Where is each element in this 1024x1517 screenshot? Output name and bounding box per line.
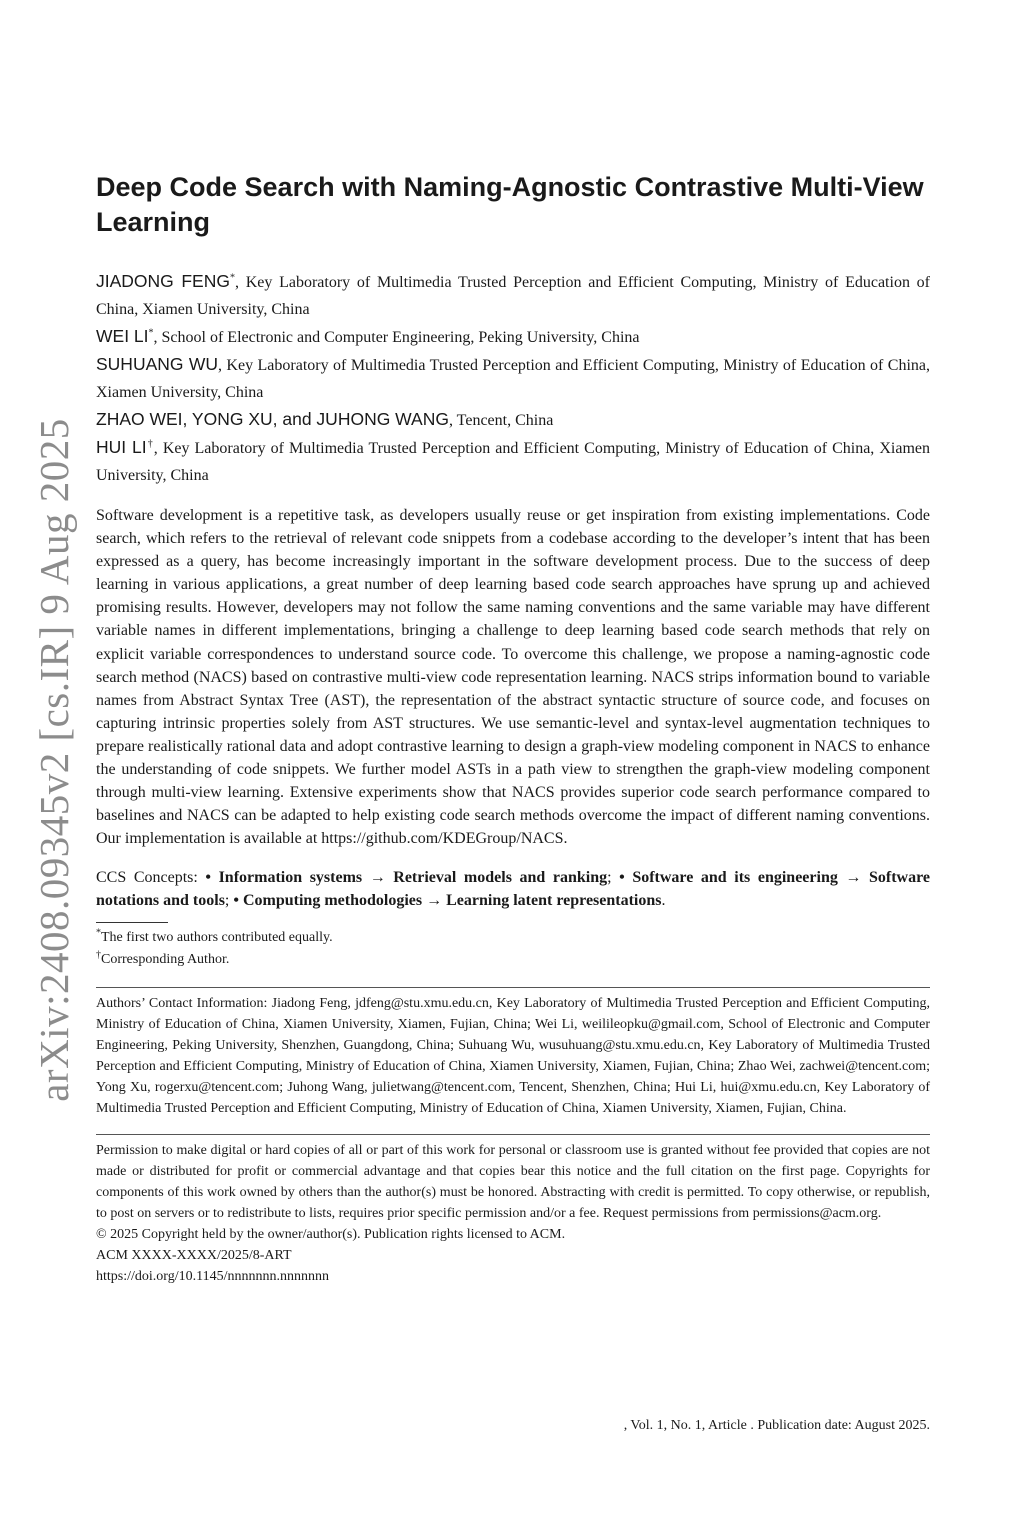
author-entry <box>96 323 930 351</box>
author-entry <box>96 434 930 489</box>
author-affiliation: , Key Laboratory of Multimedia Trusted Perception and Efficient Computing, Ministry of Education of China, Xiamen University, China <box>96 357 931 401</box>
arxiv-identifier-stamp: arXiv:2408.09345v2 [cs.IR] 9 Aug 2025 <box>31 418 77 1102</box>
contact-divider <box>96 987 930 988</box>
author-name: JIADONG FENG <box>96 271 230 291</box>
author-entry <box>96 406 930 434</box>
paper-title: Deep Code Search with Naming-Agnostic Contrastive Multi-View Learning <box>96 172 924 237</box>
ccs-separator: ; <box>607 869 620 887</box>
paper-first-page <box>96 170 930 1287</box>
ccs-end: . <box>661 892 666 910</box>
page-footer: , Vol. 1, No. 1, Article . Publication date: August 2025. <box>623 1418 930 1433</box>
ccs-prefix: CCS Concepts: <box>96 869 206 887</box>
footnote-mark: † <box>96 949 101 961</box>
ccs-separator: ; <box>224 892 234 910</box>
author-name: SUHUANG WU <box>96 354 218 374</box>
author-entry <box>96 268 930 323</box>
author-mark: † <box>146 438 154 450</box>
ccs-concept: • Computing methodologies → Learning latent representations <box>233 892 662 910</box>
footnote-mark: * <box>96 927 101 939</box>
author-list <box>96 268 930 489</box>
doi-link[interactable]: https://doi.org/10.1145/nnnnnnn.nnnnnnn <box>96 1269 329 1285</box>
footnote-text: Corresponding Author. <box>101 952 230 968</box>
author-name: WEI LI <box>96 326 149 346</box>
author-mark: * <box>229 272 235 284</box>
permission-divider <box>96 1134 930 1135</box>
footnote <box>96 927 930 949</box>
author-name: HUI LI <box>96 437 147 457</box>
footnotes <box>96 927 930 971</box>
author-affiliation: , Key Laboratory of Multimedia Trusted Perception and Efficient Computing, Ministry of Education of China, Xiamen University, China <box>96 274 930 318</box>
permission-block <box>96 1140 930 1287</box>
author-affiliation: , Tencent, China <box>448 412 554 429</box>
ccs-concepts <box>96 866 930 912</box>
ccs-concept: • Information systems → Retrieval models and ranking <box>205 869 608 887</box>
abstract: Software development is a repetitive task, as developers usually reuse or get inspiration from existing implementations. Code search, which refers to the retrieval of relevant code snippets from a codebase according to the developer’s intent that has been expressed as a query, has become increasingly important in the software development process. Due to the success of deep learning in various applications, a great number of deep learning based code search approaches have sprung up and achieved promising results. However, developers may not follow the same naming conventions and the same variable may have different variable names in different implementations, bringing a challenge to deep learning based code search methods that rely on explicit variable correspondences to understand source code. To overcome this challenge, we propose a naming-agnostic code search method (NACS) based on contrastive multi-view code representation learning. NACS strips information bound to variable names from Abstract Syntax Tree (AST), the representation of the abstract syntactic structure of source code, and focuses on capturing intrinsic properties solely from AST structures. We use semantic-level and syntax-level augmentation techniques to prepare realistically rational data and adopt contrastive learning to design a graph-view modeling component in NACS to enhance the understanding of code snippets. We further model ASTs in a path view to strengthen the graph-view modeling component through multi-view learning. Extensive experiments show that NACS provides superior code search performance compared to baselines and NACS can be adapted to help existing code search methods overcome the impact of different naming conventions. Our implementation is available at https://github.com/KDEGroup/NACS. <box>96 507 930 848</box>
acm-identifier: ACM XXXX-XXXX/2025/8-ART <box>96 1248 292 1264</box>
ccs-concept: • Software and its engineering → Software notations and tools <box>96 869 931 910</box>
footnote-text: The first two authors contributed equally. <box>101 930 333 946</box>
contact-information: Authors’ Contact Information: Jiadong Feng, jdfeng@stu.xmu.edu.cn, Key Laboratory of Multimedia Trusted Perception and Efficient Computing, Ministry of Education of China, Xiamen University, Xiamen, Fujian, China; Wei Li, weilileopku@gmail.com, School of Electronic and Computer Engineering, Peking University, Shenzhen, Guangdong, China; Suhuang Wu, wusuhuang@stu.xmu.edu.cn, Key Laboratory of Multimedia Trusted Perception and Efficient Computing, Ministry of Education of China, Xiamen University, Xiamen, Fujian, China; Zhao Wei, zachwei@tencent.com; Yong Xu, rogerxu@tencent.com; Juhong Wang, julietwang@tencent.com, Tencent, Shenzhen, China; Hui Li, hui@xmu.edu.cn, Key Laboratory of Multimedia Trusted Perception and Efficient Computing, Ministry of Education of China, Xiamen University, Xiamen, Fujian, China. <box>96 996 930 1117</box>
author-name: ZHAO WEI, YONG XU, and JUHONG WANG <box>96 409 449 429</box>
footnote-divider <box>96 922 168 923</box>
author-affiliation: , School of Electronic and Computer Engineering, Peking University, China <box>153 329 640 346</box>
author-affiliation: , Key Laboratory of Multimedia Trusted Perception and Efficient Computing, Ministry of Education of China, Xiamen University, China <box>96 440 930 484</box>
author-entry <box>96 351 930 406</box>
copyright-line: © 2025 Copyright held by the owner/author(s). Publication rights licensed to ACM. <box>96 1227 566 1243</box>
footnote <box>96 949 930 971</box>
author-mark: * <box>148 327 154 339</box>
permission-notice: Permission to make digital or hard copies of all or part of this work for personal or classroom use is granted without fee provided that copies are not made or distributed for profit or commercial advantage and that copies bear this notice and the full citation on the first page. Copyrights for components of this work owned by others than the author(s) must be honored. Abstracting with credit is permitted. To copy otherwise, or republish, to post on servers or to redistribute to lists, requires prior specific permission and/or a fee. Request permissions from permissions@acm.org. <box>96 1143 930 1222</box>
